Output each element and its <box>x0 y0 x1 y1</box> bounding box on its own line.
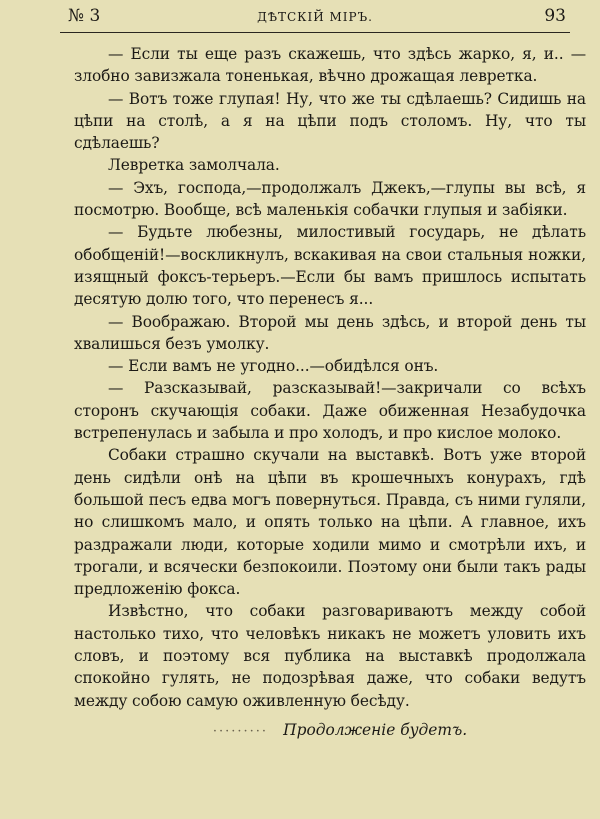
paragraph: — Разсказывай, разсказывай!—закричали со всѣхъ сторонъ скучающія собаки. Даже обиженная Незабудочка встрепенулась и забыла и про холодъ, и про кислое молоко. <box>74 379 586 443</box>
to-be-continued: Продолженіе будетъ. <box>283 721 468 739</box>
leader-dots: ········· <box>212 724 269 739</box>
body-text <box>74 43 586 712</box>
paragraph: — Воображаю. Второй мы день здѣсь, и второй день ты хвалишься безъ умолку. <box>74 312 586 353</box>
paragraph: Извѣстно, что собаки разговариваютъ между собой настолько тихо, что человѣкъ никакъ не можетъ уловить ихъ словъ, и поэтому вся публика на выставкѣ продолжала спокойно гулять, не подозрѣвая даже, что собаки ведутъ между собою самую оживленную бесѣду. <box>74 602 586 710</box>
issue-number: № 3 <box>68 6 101 26</box>
paragraph: Левретка замолчала. <box>108 156 280 175</box>
paragraph: — Эхъ, господа,—продолжалъ Джекъ,—глупы вы всѣ, я посмотрю. Вообще, всѣ маленькія собачки глупыя и забіяки. <box>74 178 586 220</box>
continuation-line <box>120 720 560 744</box>
paragraph: Собаки страшно скучали на выставкѣ. Вотъ уже второй день сидѣли онѣ на цѣпи въ крошечныхъ конурахъ, гдѣ большой песъ едва могъ повернуться. Правда, съ ними гуляли, но слишкомъ мало, и опять только на цѣпи. А главное, ихъ раздражали люди, которые ходили мимо и смотрѣли ихъ, и трогали, и всячески безпокоили. Поэтому они были такъ рады предложенію фокса. <box>74 446 586 599</box>
paragraph: — Если ты еще разъ скажешь, что здѣсь жарко, я, и.. —злобно завизжала тоненькая, вѣчно дрожащая левретка. <box>74 45 586 86</box>
page-number: 93 <box>544 6 566 26</box>
paragraph: — Будьте любезны, милостивый государь, не дѣлать обобщеній!—воскликнулъ, вскакивая на свои стальныя ножки, изящный фоксъ-терьеръ.—Если бы вамъ пришлось испытать десятую долю того, что перенесъ я... <box>74 223 586 309</box>
journal-title: ДѢТСКІЙ МІРЪ. <box>257 10 373 24</box>
paragraph: — Вотъ тоже глупая! Ну, что же ты сдѣлаешь? Сидишь на цѣпи на столѣ, а я на цѣпи подъ столомъ. Ну, что ты сдѣлаешь? <box>74 89 586 153</box>
paragraph: — Если вамъ не угодно...—обидѣлся онъ. <box>108 357 439 376</box>
page-header <box>60 4 570 33</box>
